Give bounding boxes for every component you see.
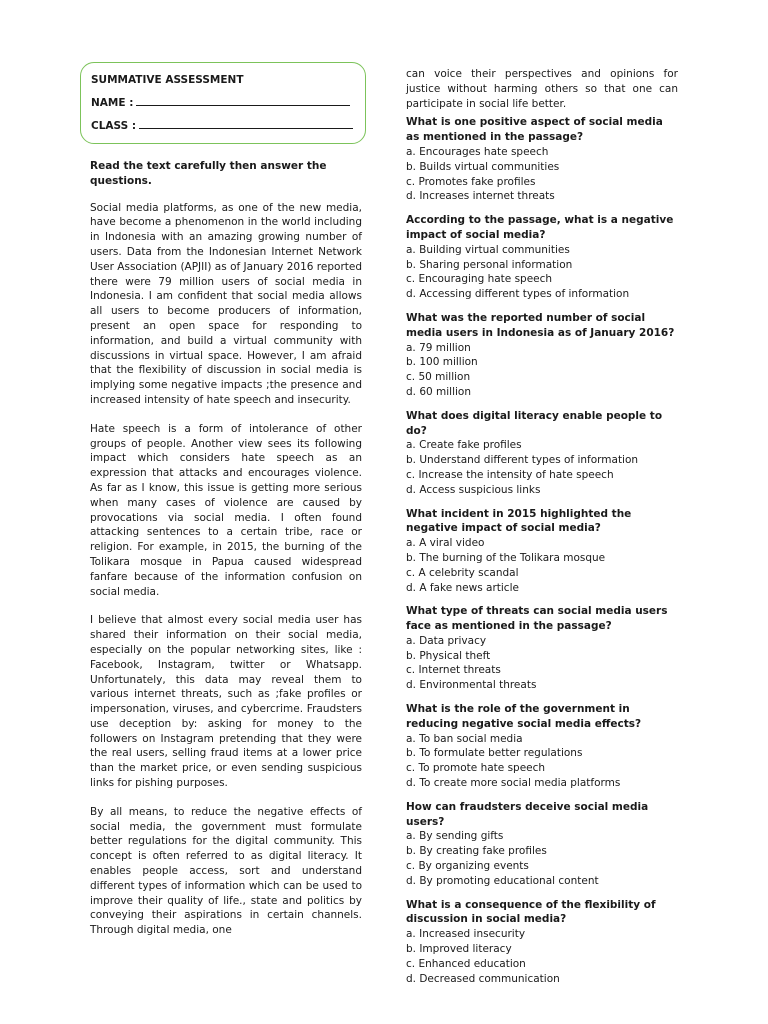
answer-option[interactable]: c. Enhanced education <box>406 957 526 970</box>
class-blank[interactable] <box>139 119 353 129</box>
answer-option[interactable]: c. 50 million <box>406 371 471 384</box>
answer-option[interactable]: d. Decreased communication <box>406 972 560 985</box>
answer-option[interactable]: b. To formulate better regulations <box>406 747 583 760</box>
answer-option[interactable]: c. Promotes fake profiles <box>406 175 536 188</box>
answer-option[interactable]: d. Increases internet threats <box>406 190 555 203</box>
question-text: What type of threats can social media users face as mentioned in the passage? <box>406 605 668 633</box>
class-line <box>91 115 355 138</box>
answer-option[interactable]: b. Understand different types of information <box>406 454 639 467</box>
questions-column <box>406 67 678 995</box>
answer-option[interactable]: b. 100 million <box>406 356 478 369</box>
question-item <box>406 702 678 791</box>
answer-option[interactable]: b. By creating fake profiles <box>406 845 547 858</box>
answer-option[interactable]: c. Increase the intensity of hate speech <box>406 468 614 481</box>
question-text: What does digital literacy enable people to do? <box>406 409 663 437</box>
answer-option[interactable]: c. Internet threats <box>406 664 501 677</box>
passage-paragraph-1: Social media platforms, as one of the new media, have become a phenomenon in the world including in Indonesia with an amazing growing number of users. Data from the Indonesian Internet Network User Association (APJII) as of January 2016 reported there were 79 million users of social media in Indonesia. I am confident that social media allows all users to become producers of information, present an open space for responding to information, and build a virtual community with discussions in virtual space. However, I am afraid that the flexibility of discussion in social media is implying some negative impacts ;the presence and increased intensity of hate speech and insecurity. <box>90 201 362 406</box>
name-blank[interactable] <box>136 96 350 106</box>
answer-option[interactable]: d. A fake news article <box>406 581 519 594</box>
answer-option[interactable]: c. A celebrity scandal <box>406 566 519 579</box>
question-list <box>406 115 678 986</box>
question-item <box>406 604 678 693</box>
answer-option[interactable]: b. Builds virtual communities <box>406 160 560 173</box>
question-item <box>406 213 678 302</box>
answer-option[interactable]: d. By promoting educational content <box>406 874 599 887</box>
assessment-title: SUMMATIVE ASSESSMENT <box>91 74 244 86</box>
question-text: What incident in 2015 highlighted the negative impact of social media? <box>406 507 632 535</box>
answer-option[interactable]: a. Data privacy <box>406 634 487 647</box>
question-item <box>406 507 678 596</box>
question-text: What is the role of the government in reducing negative social media effects? <box>406 703 642 730</box>
answer-option[interactable]: b. The burning of the Tolikara mosque <box>406 551 606 564</box>
answer-option[interactable]: a. Encourages hate speech <box>406 145 549 158</box>
answer-option[interactable]: c. By organizing events <box>406 860 529 873</box>
instruction: Read the text carefully then answer the questions. <box>90 160 327 187</box>
name-label: NAME : <box>91 97 134 109</box>
answer-option[interactable]: a. Building virtual communities <box>406 243 570 256</box>
question-item <box>406 311 678 400</box>
answer-option[interactable]: d. Accessing different types of information <box>406 288 630 301</box>
question-item <box>406 409 678 498</box>
question-text: What is one positive aspect of social media as mentioned in the passage? <box>406 116 663 144</box>
question-text: How can fraudsters deceive social media users? <box>406 800 649 828</box>
answer-option[interactable]: c. Encouraging hate speech <box>406 273 553 286</box>
passage-column <box>90 159 362 952</box>
question-item <box>406 800 678 889</box>
question-text: What is a consequence of the flexibility of discussion in social media? <box>406 898 656 926</box>
answer-option[interactable]: d. 60 million <box>406 385 472 398</box>
answer-option[interactable]: a. 79 million <box>406 341 471 354</box>
answer-option[interactable]: a. Increased insecurity <box>406 928 526 941</box>
answer-option[interactable]: d. Environmental threats <box>406 679 537 692</box>
answer-option[interactable]: d. Access suspicious links <box>406 483 541 496</box>
name-line <box>91 92 355 115</box>
answer-option[interactable]: b. Physical theft <box>406 649 491 662</box>
question-item <box>406 898 678 987</box>
class-label: CLASS : <box>91 120 137 132</box>
passage-paragraph-4: By all means, to reduce the negative effects of social media, the government must formulate better regulations for the digital community. This concept is often referred to as digital literacy. It enables people access, sort and understand different types of information which can be used to improve their quality of life., state and politics by conveying their aspirations in certain channels. Through digital media, one <box>90 805 362 937</box>
answer-option[interactable]: a. By sending gifts <box>406 830 504 843</box>
answer-option[interactable]: a. Create fake profiles <box>406 439 522 452</box>
passage-paragraph-2: Hate speech is a form of intolerance of other groups of people. Another view sees its following impact which considers hate speech as an expression that attacks and encourages violence. As far as I know, this issue is getting more serious when many cases of violence are caused by provocations via social media. I often found attacking sentences to a certain tribe, race or religion. For example, in 2015, the burning of the Tolikara mosque in Papua caused widespread fanfare because of the information confusion on social media. <box>90 422 362 598</box>
passage-paragraph-3: I believe that almost every social media user has shared their information on their social media, especially on the popular networking sites, like : Facebook, Instagram, twitter or Whatsapp. Unfortunately, this data may reveal them to various internet threats, such as ;fake profiles or impersonation, viruses, and cybercrime. Fraudsters use deception by: asking for money to the followers on Instagram pretending that they were the real users, selling fraud items at a lower price than the market price, or even sending suspicious links for pishing purposes. <box>90 614 362 790</box>
question-text: What was the reported number of social media users in Indonesia as of January 2016? <box>406 311 675 339</box>
answer-option[interactable]: a. To ban social media <box>406 732 523 745</box>
answer-option[interactable]: a. A viral video <box>406 537 485 550</box>
answer-option[interactable]: c. To promote hate speech <box>406 762 546 775</box>
question-item <box>406 115 678 204</box>
answer-option[interactable]: d. To create more social media platforms <box>406 777 621 790</box>
question-text: According to the passage, what is a negative impact of social media? <box>406 214 674 241</box>
answer-option[interactable]: b. Improved literacy <box>406 943 512 956</box>
answer-option[interactable]: b. Sharing personal information <box>406 258 573 271</box>
passage-paragraph-4-continued: can voice their perspectives and opinions for justice without harming others so that one can participate in social life better. <box>406 68 678 110</box>
header-box <box>80 62 366 144</box>
